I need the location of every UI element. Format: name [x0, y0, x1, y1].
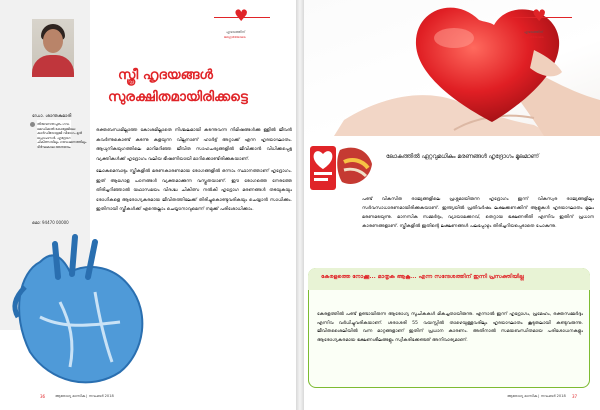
- hero-image: [304, 0, 600, 136]
- callout-box: [308, 268, 590, 388]
- section-logo: [512, 3, 568, 43]
- callout-title: കേരളത്തെ നോക്കൂ... മാതൃക ആകൂ... എന്ന സന്ദേശത്തിന് ഇന്നി പ്രസക്തിയില്ല: [321, 274, 524, 280]
- logo-line1: ഹൃദയത്തിന്: [524, 30, 544, 34]
- section-headline: ലോകത്തിൽ ഏറ്റവുമധികം മരണങ്ങൾ ഹൃദ്രോഗം മൂലമാണ്: [386, 154, 539, 160]
- article-title-line2: സുരക്ഷിതമായിരിക്കട്ടെ: [108, 89, 248, 105]
- author-name: ഡോ. ശാന്തകുമാരി: [32, 114, 72, 119]
- article-body: [96, 126, 292, 218]
- logo-line2: ജാഗ്രതയോടെ: [224, 35, 246, 39]
- page-number: 37: [572, 394, 578, 399]
- page-footer: ആരോഗ്യ മാസിക | നവംബർ 2018: [55, 394, 114, 398]
- info-icon: [30, 122, 35, 127]
- heart-artery-infographic: [310, 140, 374, 192]
- article-paragraph: ലോകമെമ്പാടും സ്ത്രീകളിൽ മരണകാരണമായ രോഗങ്ങളിൽ ഒന്നാം സ്ഥാനത്താണ് ഹൃദ്രോഗം. ഇത് ആഗോള പഠനങ്ങൾ വ്യക്തമാക്കുന്ന വസ്തുതയാണ്. ഈ രോഗത്തെ നേരത്തേ തിരിച്ചറിഞ്ഞാൽ യഥാസമയം വിദഗ്ദ്ധ ചികിത്സ നൽകി ഹൃദ്രോഗ മരണങ്ങൾ തടയുകയും രോഗികളെ ആരോഗ്യകരമായ ജീവിതത്തിലേക്ക് തിരിച്ചുകൊണ്ടുവരികയും ചെയ്യാൻ സാധിക്കും. ഇതിനായി സ്ത്രീകൾക്ക് എന്തെല്ലാം ചെയ്യാനാവുമെന്ന് നമുക്ക് പരിശോധിക്കാം.: [96, 169, 292, 212]
- author-photo: [32, 19, 74, 77]
- logo-line1: ഹൃദയത്തിന്: [226, 30, 246, 34]
- author-bio: തിരുവനന്തപുരം ഗവ. മെഡിക്കൽ കോളേജിലെ കാർഡിയോളജി വിഭാഗം മുൻ പ്രൊഫസർ. ഹൃദ്രോഗ ചികിത്സയിലും ഗവേഷണത്തിലും ദീർഘകാല അനുഭവം.: [37, 122, 87, 149]
- page-spine: [296, 0, 304, 410]
- page-number: 36: [40, 394, 46, 399]
- heart-icon: ♥: [532, 6, 547, 25]
- article-paragraph: രക്തബന്ധമില്ലാത്ത കോശമില്ലാതെ നിശ്ചലമായി കടന്നുവന്ന നിമിഷങ്ങൾക്കു ള്ളിൽ ജീവൻ കവർന്നുകൊണ്ട് കടന്നു കളയുന്ന വില്ലനാണ് ഹാർട്ട് അറ്റാക്ക് എന്ന ഹൃദയാഘാതം. ആധുനികയുഗത്തിലെ മാറിമറിഞ്ഞ ജീവിത സാഹചര്യങ്ങളിൽ ജീവിക്കാൻ വിധിക്കപ്പെട്ട വ്യക്തികൾക്ക് ഹൃദ്രോഗം വലിയ ഭീഷണിയായി മാറിക്കൊണ്ടിരിക്കുകയാണ്.: [96, 128, 292, 162]
- logo-line2: ജാഗ്രതയോടെ: [522, 35, 544, 39]
- callout-body: കേരളത്തിൽ പണ്ട് ഉണ്ടായിരുന്ന ആരോഗ്യ സൂചികകൾ മികച്ചതായിരുന്നു. എന്നാൽ ഇന്ന് ഹൃദ്രോഗം, പ്രമേഹം, രക്തസമ്മർദ്ദം എന്നിവ വർധിച്ചുവരികയാണ്. ശരാശരി 55 വയസ്സിൽ താഴെയുള്ളവരിലും ഹൃദയാഘാതം കൂടുതലായി കണ്ടുവരുന്നു. ജീവിതശൈലിയിൽ വന്ന മാറ്റങ്ങളാണ് ഇതിന് പ്രധാന കാരണം. അതിനാൽ സമയബന്ധിതമായ പരിശോധനകളും ആരോഗ്യകരമായ ഭക്ഷണശീലങ്ങളും സ്വീകരിക്കേണ്ടത് അനിവാര്യമാണ്.: [317, 312, 583, 343]
- article-title-line1: സ്ത്രീ ഹൃദയങ്ങൾ: [118, 67, 213, 83]
- author-contact: മൊ: 94470 00000: [32, 220, 69, 225]
- left-page: [0, 0, 296, 410]
- heart-icon: ♥: [234, 6, 249, 25]
- intro-paragraph: പണ്ട് വികസിത രാജ്യങ്ങളിലെ പ്രശ്നമായിരുന്ന ഹൃദ്രോഗം ഇന്ന് വികസ്വര രാജ്യങ്ങളിലും സർവസാധാരണമായിരിക്കുകയാണ്. ഇന്ത്യയിൽ പ്രതിവർഷം ലക്ഷക്കണക്കിന് ആളുകൾ ഹൃദയാഘാതം മൂലം മരണമടയുന്നു. മാനസിക സമ്മർദ്ദം, വ്യായാമക്കുറവ്, തെറ്റായ ഭക്ഷണരീതി എന്നിവ ഇതിന് പ്രധാന കാരണങ്ങളാണ്. സ്ത്രീകളിൽ ഇതിന്റെ ലക്ഷണങ്ങൾ പലപ്പോഴും തിരിച്ചറിയപ്പെടാതെ പോകുന്നു.: [362, 197, 594, 229]
- heart-anatomy-illustration: [0, 232, 150, 398]
- section-logo: [214, 3, 270, 43]
- right-page: [304, 0, 600, 410]
- page-footer: ആരോഗ്യ മാസിക | നവംബർ 2018: [507, 394, 566, 398]
